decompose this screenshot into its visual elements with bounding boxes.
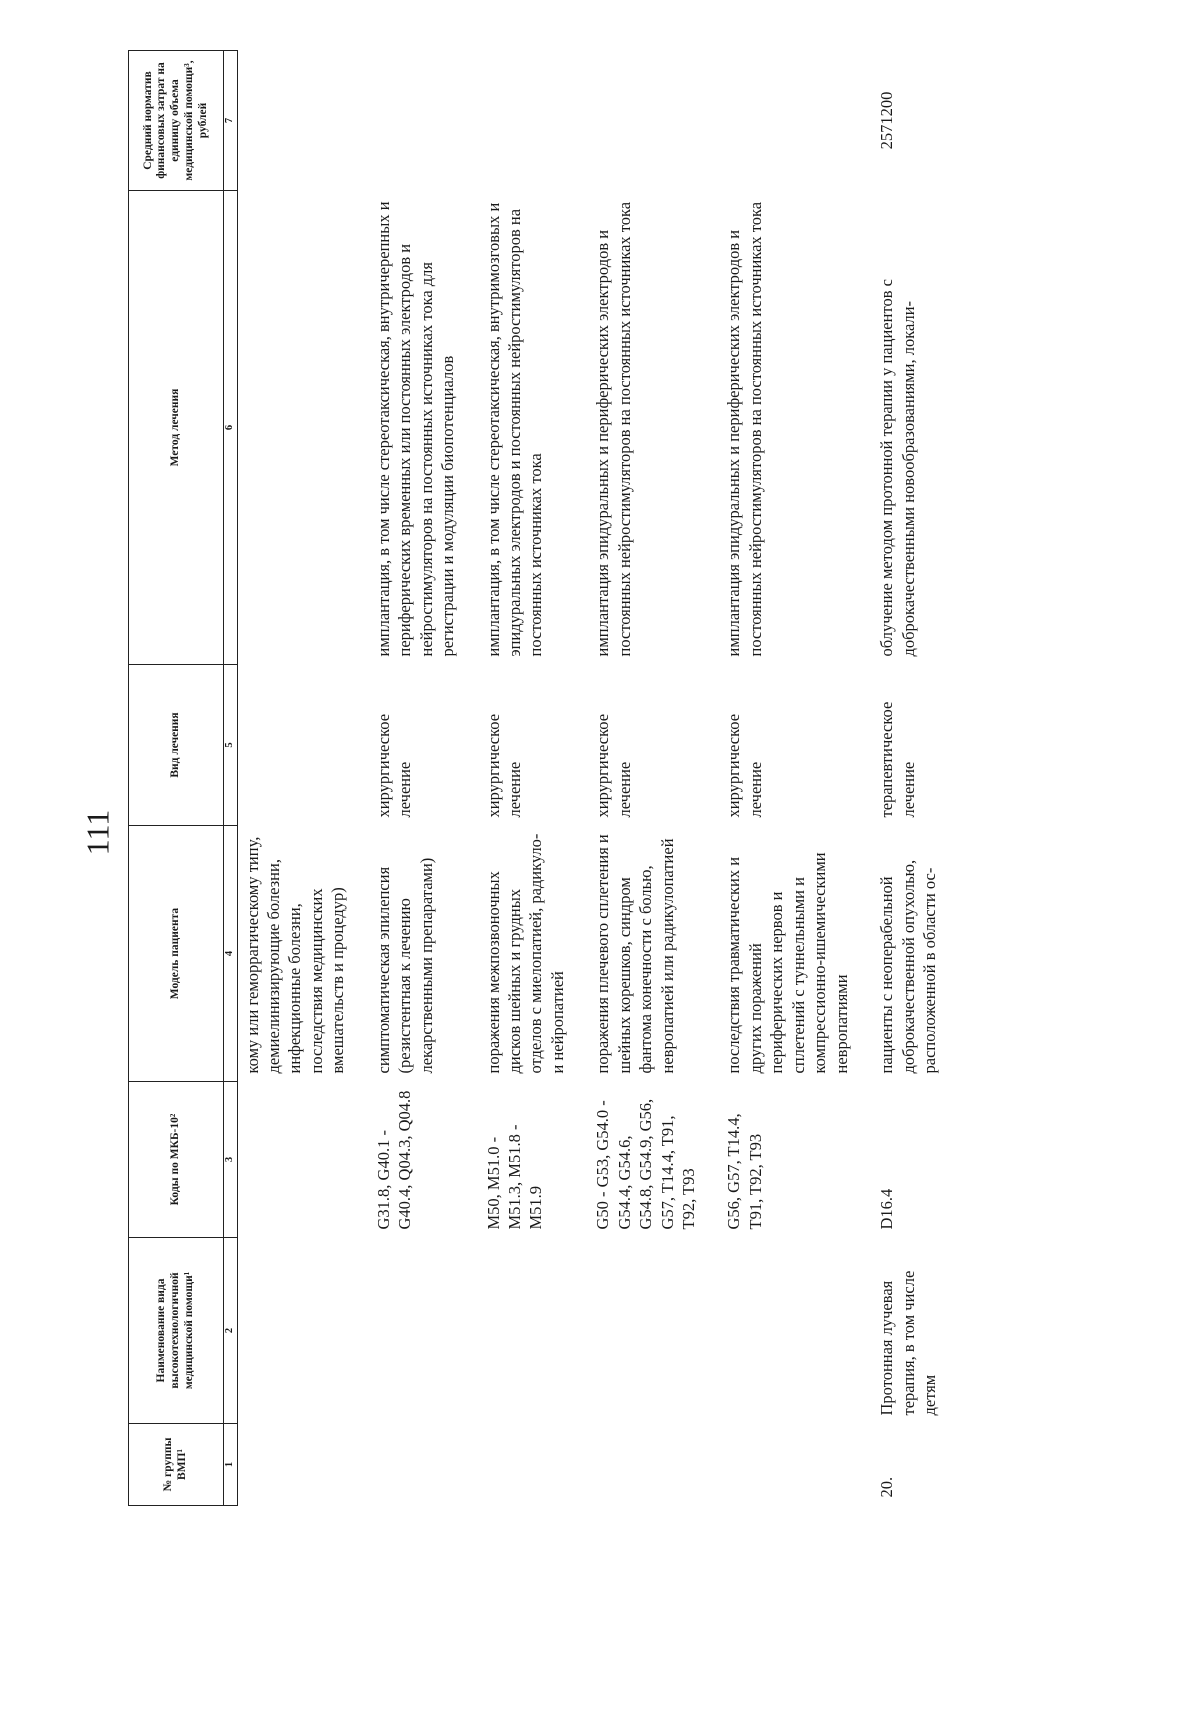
- name-cell: [713, 1238, 866, 1424]
- treatment-type-cell: хирургическое лечение: [373, 713, 415, 818]
- norm-cell: [582, 51, 713, 191]
- column-number-row: [224, 51, 238, 1506]
- norm-cell: [237, 51, 363, 191]
- group-cell: [713, 1424, 866, 1506]
- treatment-type-cell: хирургическое лечение: [724, 713, 765, 818]
- method-cell: имплантация эпидуральных и периферических электродов и постоянных нейростимуляторов на постоянных источниках тока: [593, 201, 634, 657]
- group-cell: [237, 1424, 363, 1506]
- norm-cell: 2571200: [877, 91, 897, 150]
- table-row: [363, 51, 473, 1506]
- column-number: 3: [224, 1082, 238, 1238]
- vmp-table: [128, 50, 954, 1506]
- treatment-type-cell: хирургическое лечение: [593, 713, 634, 818]
- table-row: [866, 51, 954, 1506]
- model-cell: симптоматическая эпилепсия (резистентная к лечению лекарственными препаратами): [373, 857, 436, 1074]
- method-cell: [237, 191, 363, 665]
- header-treatment-type: Вид лечения: [129, 665, 224, 826]
- method-cell: имплантация, в том числе стереотаксическая, внутричерепных и периферических временных или постоянных электродов и нейростимуляторов на постоянных источниках тока для регистрации и модуляции биопотенциалов: [373, 201, 458, 657]
- header-cost-norm: Средний норматив финансовых затрат на единицу объема медицинской помощи³, рублей: [129, 51, 224, 191]
- codes-cell: G56, G57, T14.4, T91, T92, T93: [724, 1113, 765, 1230]
- column-number: 2: [224, 1238, 238, 1424]
- group-cell: [582, 1424, 713, 1506]
- model-cell: последствия травматических и других поражений периферических нервов и сплетений с туннельными и компрессионно-ишемическими невропатиями: [724, 852, 851, 1074]
- name-cell: [237, 1238, 363, 1424]
- table-row: [582, 51, 713, 1506]
- name-cell: [582, 1238, 713, 1424]
- column-number: 6: [224, 191, 238, 665]
- method-cell: имплантация, в том числе стереотаксическая, внутримозговых и эпидуральных электродов и постоянных нейростимуляторов на постоянных источниках тока: [483, 202, 546, 657]
- codes-cell: [237, 1082, 363, 1238]
- method-cell: облучение методом протонной терапии у пациентов с доброкачественными новообразованиями, локали-: [877, 279, 918, 657]
- header-group-number: № группы ВМП¹: [129, 1424, 224, 1506]
- treatment-type-cell: хирургическое лечение: [483, 713, 524, 818]
- header-treatment-method: Метод лечения: [129, 191, 224, 665]
- norm-cell: [363, 51, 473, 191]
- header-patient-model: Модель пациента: [129, 826, 224, 1082]
- table-row: [713, 51, 866, 1506]
- header-row: [129, 51, 224, 1506]
- codes-cell: M50, M51.0 - M51.3, M51.8 - M51.9: [483, 1124, 546, 1230]
- codes-cell: G31.8, G40.1 - G40.4, Q04.3, Q04.8: [373, 1090, 415, 1230]
- column-number: 1: [224, 1424, 238, 1506]
- norm-cell: [473, 51, 583, 191]
- model-cell: поражения плечевого сплетения и шейных корешков, синдром фантома конечности с болью, невропатией или радикулопатией: [593, 834, 677, 1074]
- table-row: [237, 51, 363, 1506]
- header-care-type-name: Наименование вида высокотехнологичной медицинской помощи¹: [129, 1238, 224, 1424]
- name-cell: Протонная лучевая терапия, в том числе детям: [877, 1270, 939, 1416]
- group-cell: 20.: [877, 1476, 897, 1498]
- codes-cell: G50 - G53, G54.0 - G54.4, G54.6, G54.8, G54.9, G56, G57, T14.4, T91, T92, T93: [593, 1098, 699, 1230]
- group-cell: [473, 1424, 583, 1506]
- page-number: 111: [79, 809, 116, 856]
- codes-cell: D16.4: [877, 1188, 897, 1230]
- model-cell: кому или геморрагическому типу, демиелинизирующие болезни, инфекционные болезни, последствия медицинских вмешательств и процедур): [242, 836, 348, 1074]
- table-row: [473, 51, 583, 1506]
- header-icd-codes: Коды по МКБ-10²: [129, 1082, 224, 1238]
- model-cell: поражения межпозвоночных дисков шейных и грудных отделов с миелопатией, радикуло- и нейропатией: [483, 833, 567, 1074]
- column-number: 7: [224, 51, 238, 191]
- name-cell: [473, 1238, 583, 1424]
- norm-cell: [713, 51, 866, 191]
- column-number: 5: [224, 665, 238, 826]
- method-cell: имплантация эпидуральных и периферических электродов и постоянных нейростимуляторов на постоянных источниках тока: [724, 201, 765, 657]
- treatment-type-cell: терапевтическое лечение: [877, 701, 918, 818]
- name-cell: [363, 1238, 473, 1424]
- treatment-type-cell: [237, 665, 363, 826]
- column-number: 4: [224, 826, 238, 1082]
- group-cell: [363, 1424, 473, 1506]
- model-cell: пациенты с неоперабельной доброкачественной опухолью, расположенной в области ос-: [877, 859, 939, 1074]
